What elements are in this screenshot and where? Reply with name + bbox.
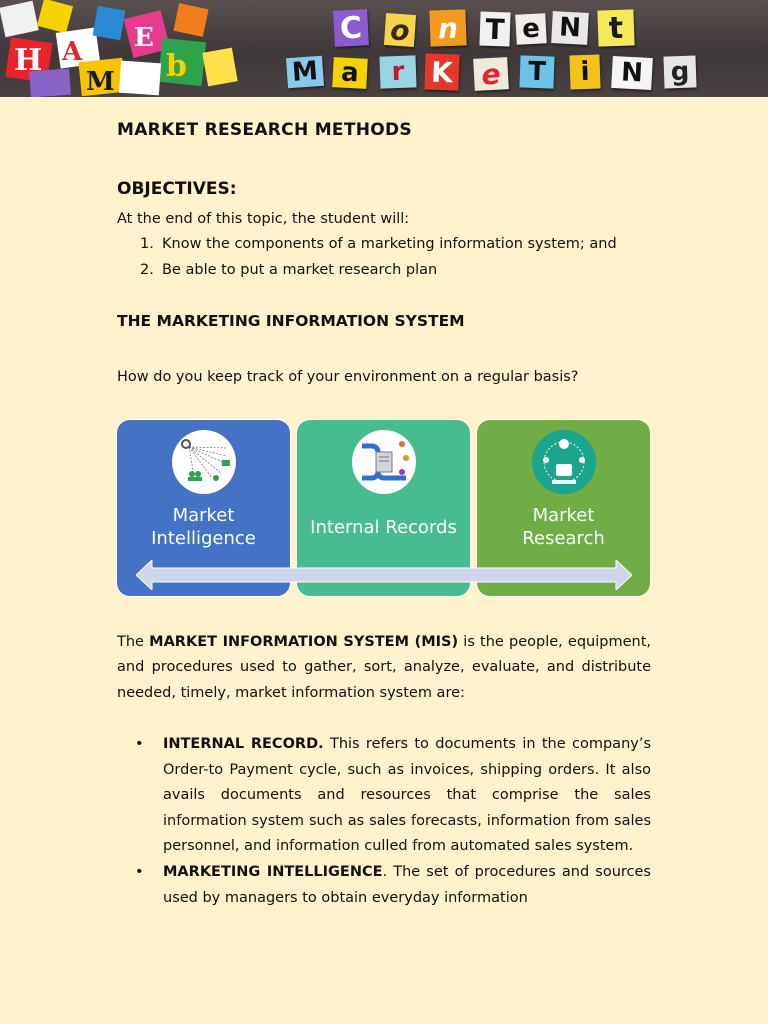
svg-text:A: A — [62, 37, 83, 67]
section-heading: THE MARKETING INFORMATION SYSTEM — [117, 312, 465, 330]
objectives-intro: At the end of this topic, the student will: — [117, 211, 410, 227]
banner-letter-tile: N — [611, 56, 653, 90]
list-item: • INTERNAL RECORD. This refers to documents in the company’s Order-to Payment cycle, such as invoices, shipping orders. It also avails documents and resources that comprise the sales information system such as sales forecasts, information from sales personnel, and information culled from automated sales system. — [163, 732, 651, 860]
question-text: How do you keep track of your environment on a regular basis? — [117, 369, 579, 385]
svg-text:M: M — [86, 67, 115, 97]
banner-letter-tile: N — [551, 11, 589, 45]
market-research-label: Market Research — [522, 505, 605, 549]
market-research-icon — [532, 430, 596, 494]
internal-records-label: Internal Records — [310, 517, 457, 538]
objectives-heading: OBJECTIVES: — [117, 179, 237, 199]
banner-letter-tile: e — [473, 57, 509, 91]
banner-letter-tile: t — [597, 9, 634, 46]
internal-records-icon — [352, 430, 416, 494]
banner-letter-tile: r — [379, 55, 416, 88]
banner-letter-tile: o — [384, 13, 416, 47]
svg-text:H: H — [14, 43, 43, 78]
banner-letter-tile: C — [333, 9, 369, 47]
list-item: • MARKETING INTELLIGENCE. The set of procedures and sources used by managers to obtain everyday information — [163, 860, 651, 911]
svg-text:b: b — [166, 49, 187, 84]
banner-letter-tile: i — [569, 54, 600, 89]
mis-components-list — [135, 732, 652, 911]
market-intelligence-label: Market Intelligence — [151, 505, 256, 549]
banner-letter-tile: M — [286, 56, 324, 88]
content-marketing-banner — [0, 0, 768, 97]
double-arrow-icon — [136, 560, 632, 590]
page-title: MARKET RESEARCH METHODS — [117, 120, 412, 140]
banner-letter-tile: g — [663, 55, 696, 88]
list-item: 1. Know the components of a marketing information system; and — [140, 236, 617, 252]
banner-letter-tile: T — [479, 11, 510, 46]
banner-letter-tile: a — [332, 57, 368, 89]
paper-scraps-collage — [0, 0, 250, 97]
mis-definition-paragraph: The MARKET INFORMATION SYSTEM (MIS) is the people, equipment, and procedures used to gather, sort, analyze, evaluate, and distribute needed, timely, market information system are: — [117, 634, 652, 701]
banner-letter-tile: T — [519, 55, 554, 88]
bullet-icon: • — [135, 863, 144, 880]
svg-text:E: E — [134, 23, 154, 53]
list-item: 2. Be able to put a market research plan — [140, 261, 438, 278]
objectives-list — [117, 232, 702, 283]
mis-components-diagram — [116, 419, 651, 598]
banner-letter-tile: K — [424, 53, 459, 90]
banner-letter-tile: n — [429, 9, 466, 46]
bullet-icon: • — [135, 736, 144, 752]
market-intelligence-icon — [172, 430, 236, 494]
banner-letter-tile: e — [515, 13, 547, 45]
